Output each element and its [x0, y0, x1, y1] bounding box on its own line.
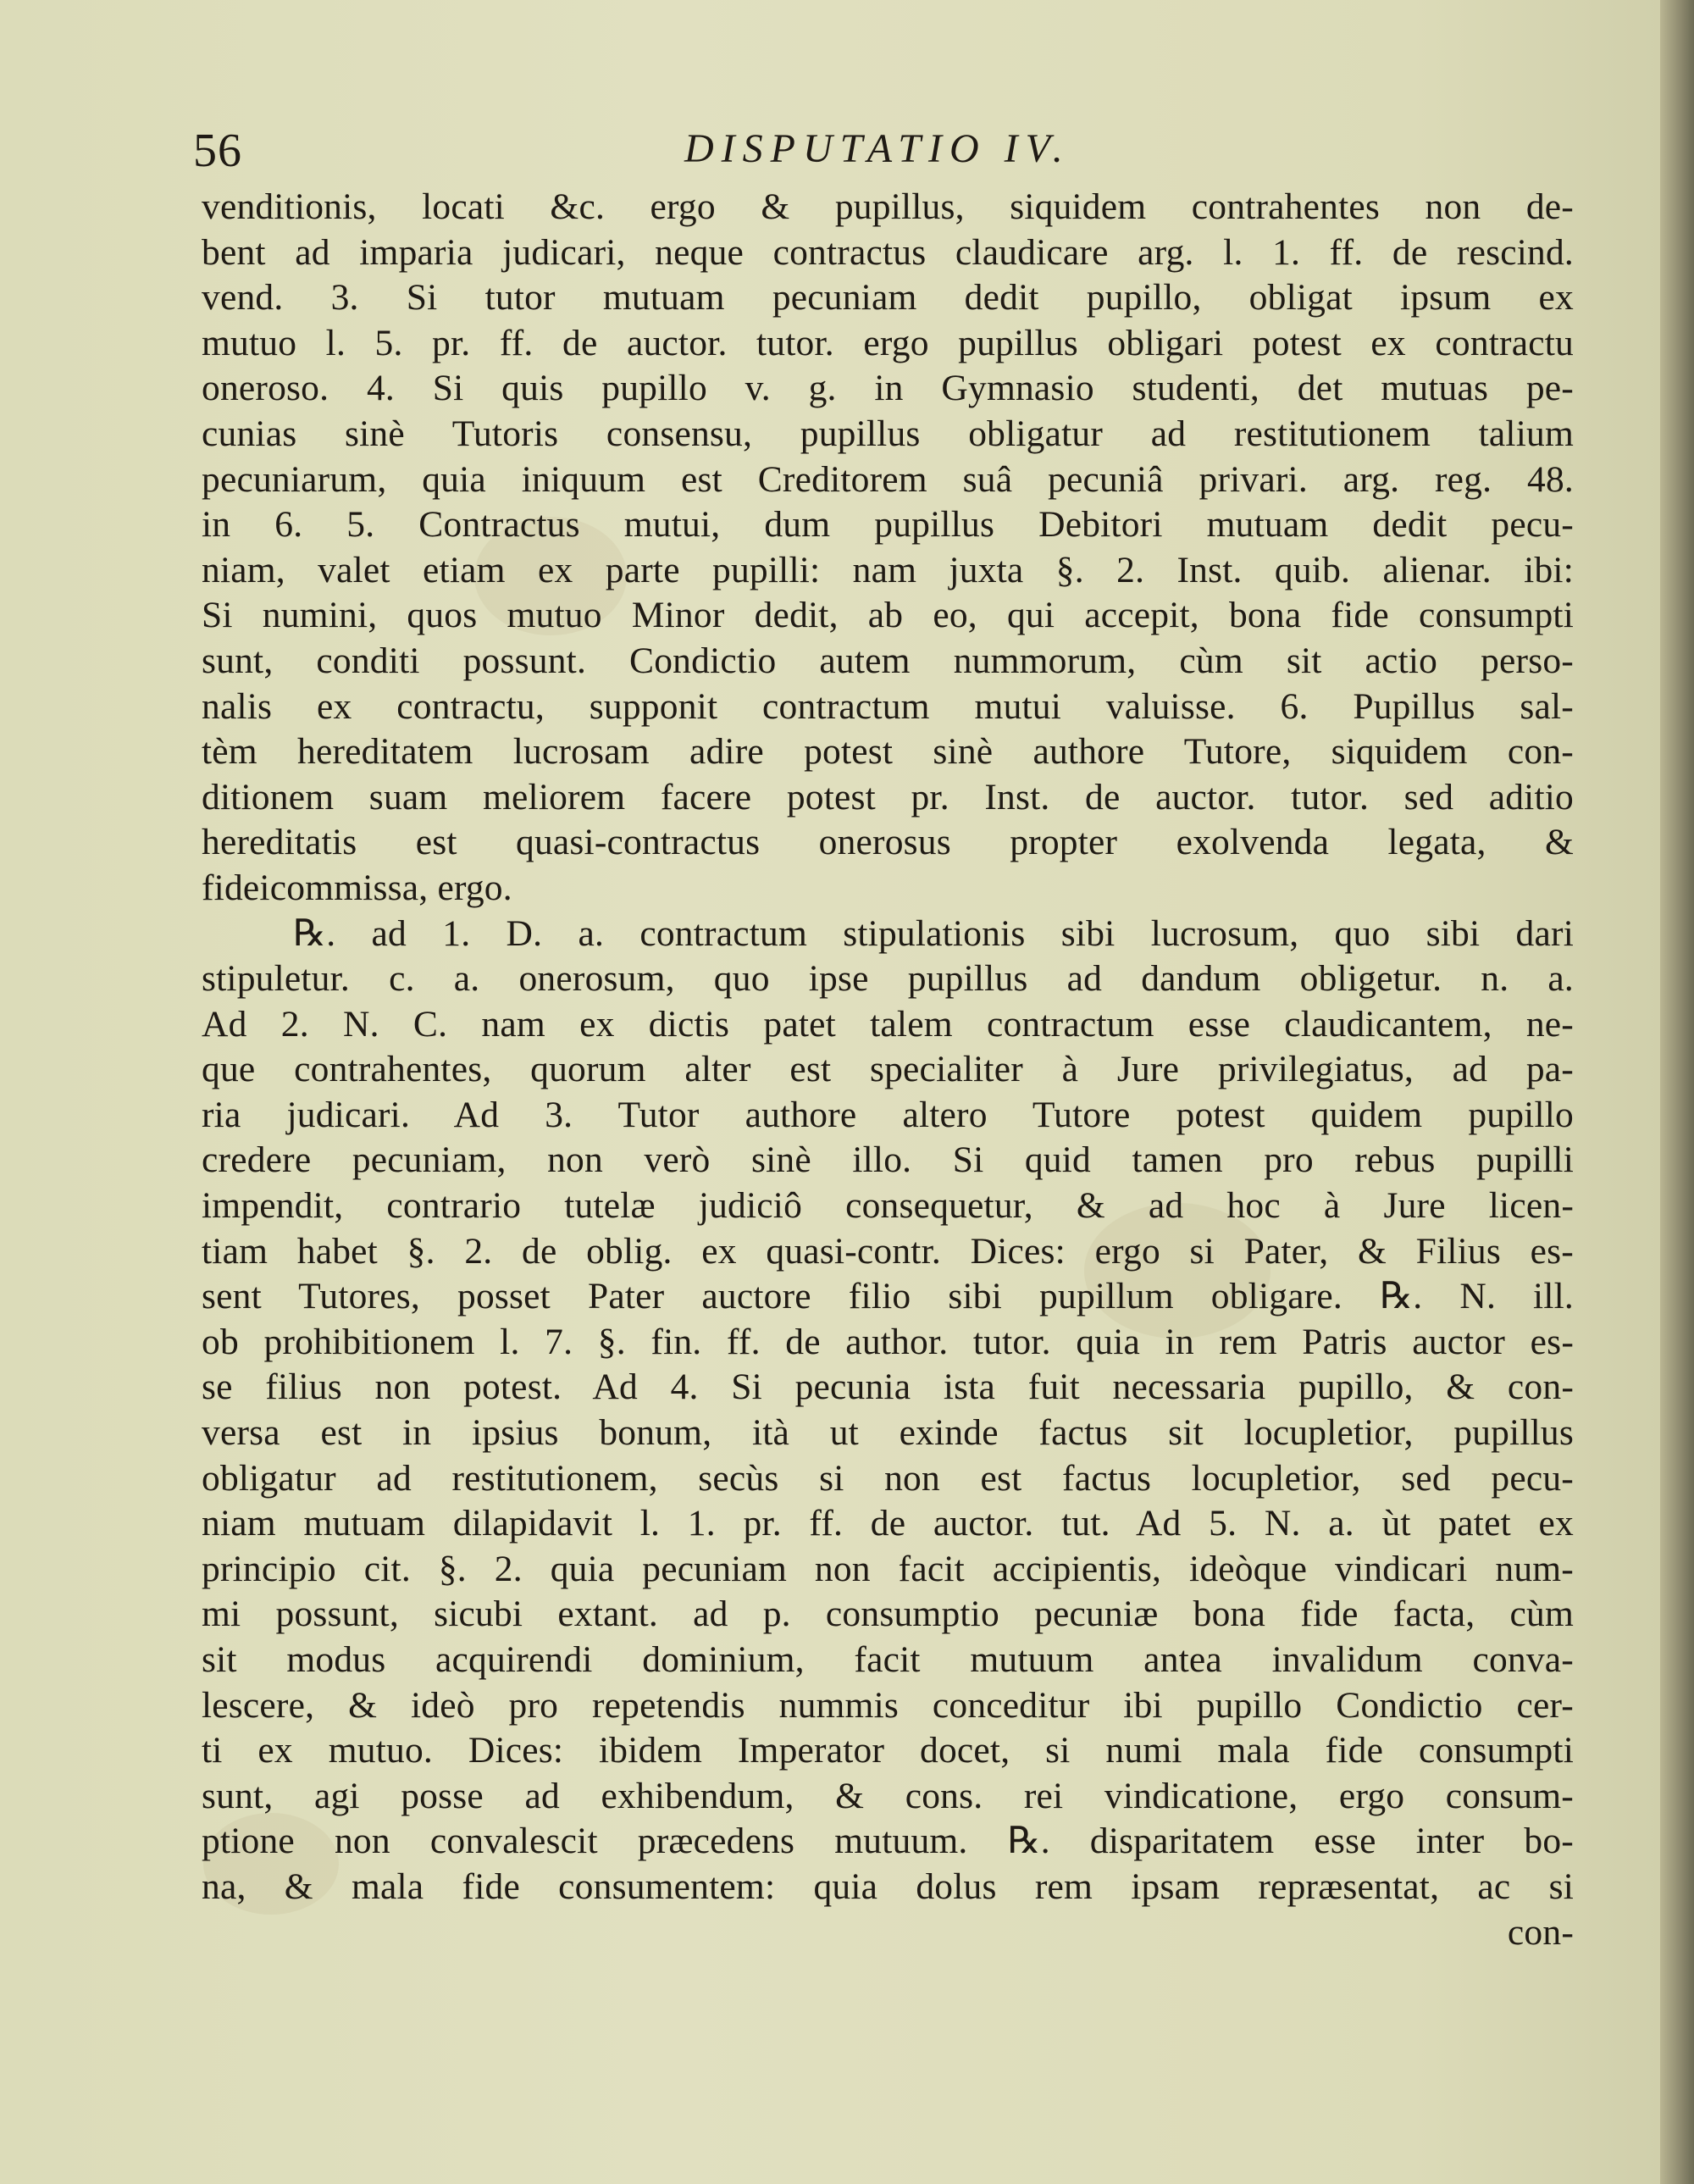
page-edge	[1660, 0, 1694, 2184]
text-line: se filius non potest. Ad 4. Si pecunia ista fuit necessaria pupillo, & con-	[202, 1366, 1574, 1408]
text-line: ria judicari. Ad 3. Tutor authore altero Tutore potest quidem pupillo	[202, 1094, 1574, 1135]
text-line: credere pecuniam, non verò sinè illo. Si quid tamen pro rebus pupilli	[202, 1139, 1574, 1181]
text-line: cunias sinè Tutoris consensu, pupillus obligatur ad restitutionem talium	[202, 413, 1574, 454]
text-line: lescere, & ideò pro repetendis nummis conceditur ibi pupillo Condictio cer-	[202, 1684, 1574, 1726]
text-line: impendit, contrario tutelæ judiciô consequetur, & ad hoc à Jure licen-	[202, 1185, 1574, 1227]
text-line: ditionem suam meliorem facere potest pr. Inst. de auctor. tutor. sed aditio	[202, 776, 1574, 818]
text-line: niam, valet etiam ex parte pupilli: nam juxta §. 2. Inst. quib. alienar. ibi:	[202, 549, 1574, 590]
text-line: que contrahentes, quorum alter est specialiter à Jure privilegiatus, ad pa-	[202, 1049, 1574, 1090]
text-line: na, & mala fide consumentem: quia dolus rem ipsam repræsentat, ac si	[202, 1865, 1574, 1907]
text-line: hereditatis est quasi-contractus onerosus propter exolvenda legata, &	[202, 822, 1574, 863]
text-line: sit modus acquirendi dominium, facit mutuum antea invalidum conva-	[202, 1639, 1574, 1680]
text-line: vend. 3. Si tutor mutuam pecuniam dedit pupillo, obligat ipsum ex	[202, 277, 1574, 319]
text-line: sunt, conditi possunt. Condictio autem nummorum, cùm sit actio perso-	[202, 640, 1574, 681]
text-line: obligatur ad restitutionem, secùs si non est factus locupletior, sed pecu-	[202, 1457, 1574, 1499]
catchword: con-	[1507, 1911, 1574, 1953]
text-line: ℞. ad 1. D. a. contractum stipulationis sibi lucrosum, quo sibi dari	[293, 912, 1574, 954]
text-line: Si numini, quos mutuo Minor dedit, ab eo, qui accepit, bona fide consumpti	[202, 595, 1574, 636]
text-line: in 6. 5. Contractus mutui, dum pupillus Debitori mutuam dedit pecu-	[202, 504, 1574, 546]
text-line: stipuletur. c. a. onerosum, quo ipse pupillus ad dandum obligetur. n. a.	[202, 958, 1574, 1000]
text-line: ptione non convalescit præcedens mutuum. ℞. disparitatem esse inter bo-	[202, 1821, 1574, 1862]
text-line: pecuniarum, quia iniquum est Creditorem suâ pecuniâ privari. arg. reg. 48.	[202, 458, 1574, 500]
text-line: versa est in ipsius bonum, ità ut exinde factus sit locupletior, pupillus	[202, 1412, 1574, 1454]
text-line: bent ad imparia judicari, neque contractus claudicare arg. l. 1. ff. de rescind.	[202, 231, 1574, 273]
text-line: tiam habet §. 2. de oblig. ex quasi-contr. Dices: ergo si Pater, & Filius es-	[202, 1230, 1574, 1272]
page-header	[193, 119, 1574, 178]
text-line: nalis ex contractu, supponit contractum mutui valuisse. 6. Pupillus sal-	[202, 685, 1574, 727]
text-line: tèm hereditatem lucrosam adire potest sinè authore Tutore, siquidem con-	[202, 731, 1574, 773]
text-line: fideicommissa, ergo.	[202, 867, 512, 908]
body-text	[202, 185, 1574, 1955]
page-number: 56	[193, 125, 242, 177]
text-line: mutuo l. 5. pr. ff. de auctor. tutor. ergo pupillus obligari potest ex contractu	[202, 322, 1574, 363]
text-line: principio cit. §. 2. quia pecuniam non facit accipientis, ideòque vindicari num-	[202, 1548, 1574, 1589]
text-line: sunt, agi posse ad exhibendum, & cons. rei vindicatione, ergo consum-	[202, 1775, 1574, 1816]
text-line: sent Tutores, posset Pater auctore filio sibi pupillum obligare. ℞. N. ill.	[202, 1276, 1574, 1317]
running-head: DISPUTATIO IV.	[684, 126, 1071, 171]
text-line: Ad 2. N. C. nam ex dictis patet talem contractum esse claudicantem, ne-	[202, 1003, 1574, 1045]
text-line: mi possunt, sicubi extant. ad p. consumptio pecuniæ bona fide facta, cùm	[202, 1594, 1574, 1635]
text-line: niam mutuam dilapidavit l. 1. pr. ff. de auctor. tut. Ad 5. N. a. ùt patet ex	[202, 1503, 1574, 1544]
text-line: ti ex mutuo. Dices: ibidem Imperator docet, si numi mala fide consumpti	[202, 1730, 1574, 1771]
text-line: ob prohibitionem l. 7. §. fin. ff. de author. tutor. quia in rem Patris auctor es-	[202, 1321, 1574, 1362]
text-line: oneroso. 4. Si quis pupillo v. g. in Gymnasio studenti, det mutuas pe-	[202, 368, 1574, 409]
text-line: venditionis, locati &c. ergo & pupillus, siquidem contrahentes non de-	[202, 186, 1574, 227]
